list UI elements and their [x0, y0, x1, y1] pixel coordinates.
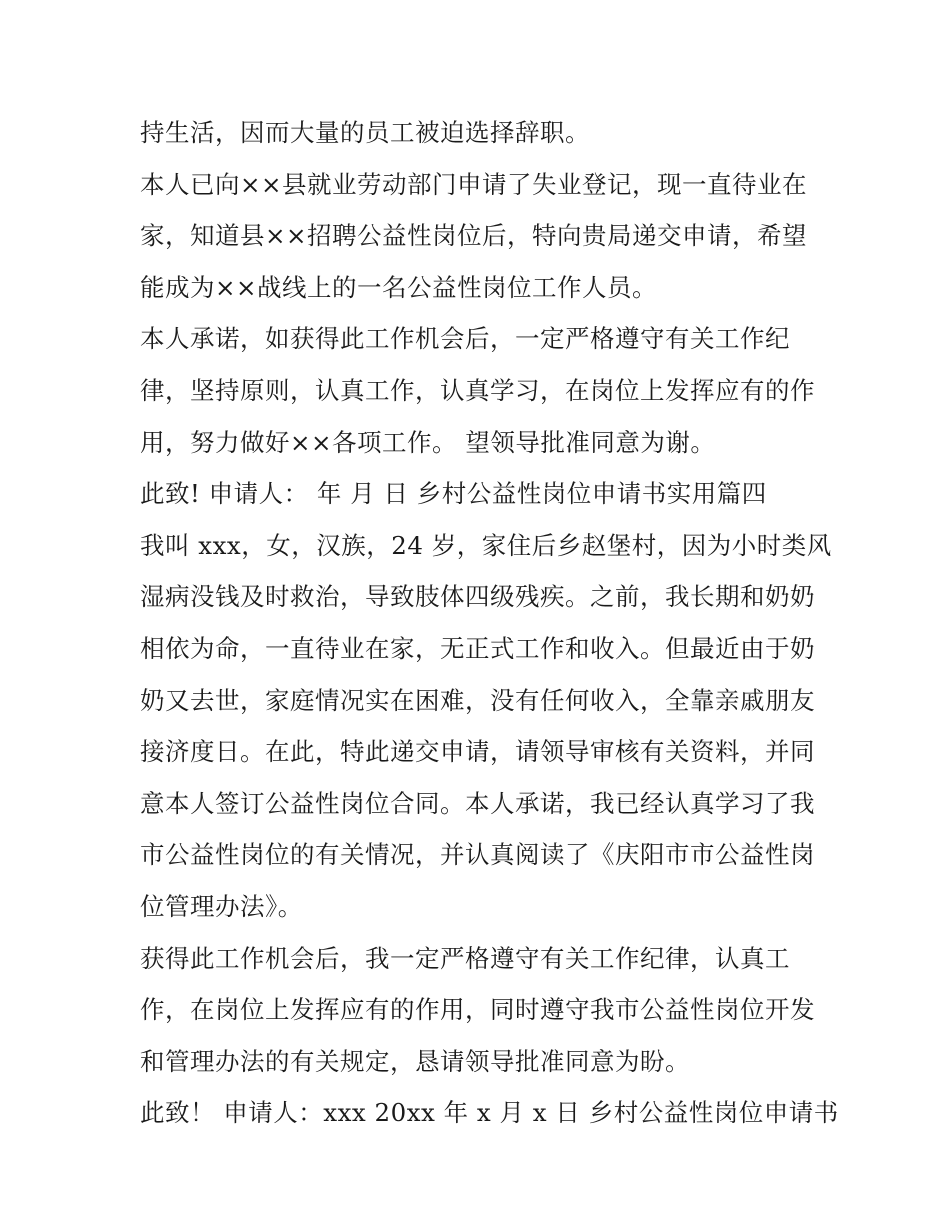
text-line-20: 此致！ 申请人：xxx 20xx 年 x 月 x 日 乡村公益性岗位申请书 [140, 1098, 839, 1128]
text-line-4: 能成为××战线上的一名公益性岗位工作人员。 [140, 272, 658, 302]
text-line-13: 接济度日。在此，特此递交申请，请领导审核有关资料，并同 [140, 737, 815, 767]
text-line-3: 家，知道县××招聘公益性岗位后，特向贵局递交申请，希望 [140, 221, 808, 251]
text-line-1: 持生活，因而大量的员工被迫选择辞职。 [140, 118, 590, 147]
text-line-19: 和管理办法的有关规定，恳请领导批准同意为盼。 [140, 1046, 690, 1076]
text-line-15: 市公益性岗位的有关情况，并认真阅读了《庆阳市市公益性岗 [140, 840, 815, 870]
text-line-2: 本人已向××县就业劳动部门申请了失业登记，现一直待业在 [140, 169, 808, 199]
text-line-16: 位管理办法》。 [140, 891, 303, 921]
text-line-7: 用，努力做好××各项工作。 望领导批准同意为谢。 [140, 427, 716, 457]
text-line-18: 作，在岗位上发挥应有的作用，同时遵守我市公益性岗位开发 [140, 995, 815, 1025]
text-line-14: 意本人签订公益性岗位合同。本人承诺，我已经认真学习了我 [140, 788, 815, 818]
text-line-5: 本人承诺，如获得此工作机会后，一定严格遵守有关工作纪 [140, 324, 790, 354]
text-line-12: 奶又去世，家庭情况实在困难，没有任何收入，全靠亲戚朋友 [140, 685, 815, 715]
text-line-6: 律，坚持原则，认真工作，认真学习，在岗位上发挥应有的作 [140, 375, 815, 405]
text-line-17: 获得此工作机会后，我一定严格遵守有关工作纪律，认真工 [140, 943, 790, 973]
text-line-8: 此致! 申请人： 年 月 日 乡村公益性岗位申请书实用篇四 [140, 479, 767, 509]
document-body [140, 107, 839, 1139]
text-line-9: 我叫 xxx，女，汉族，24 岁，家住后乡赵堡村，因为小时类风 [140, 530, 832, 560]
text-line-11: 相依为命，一直待业在家，无正式工作和收入。但最近由于奶 [140, 633, 815, 663]
text-line-10: 湿病没钱及时救治，导致肢体四级残疾。之前，我长期和奶奶 [140, 582, 815, 612]
